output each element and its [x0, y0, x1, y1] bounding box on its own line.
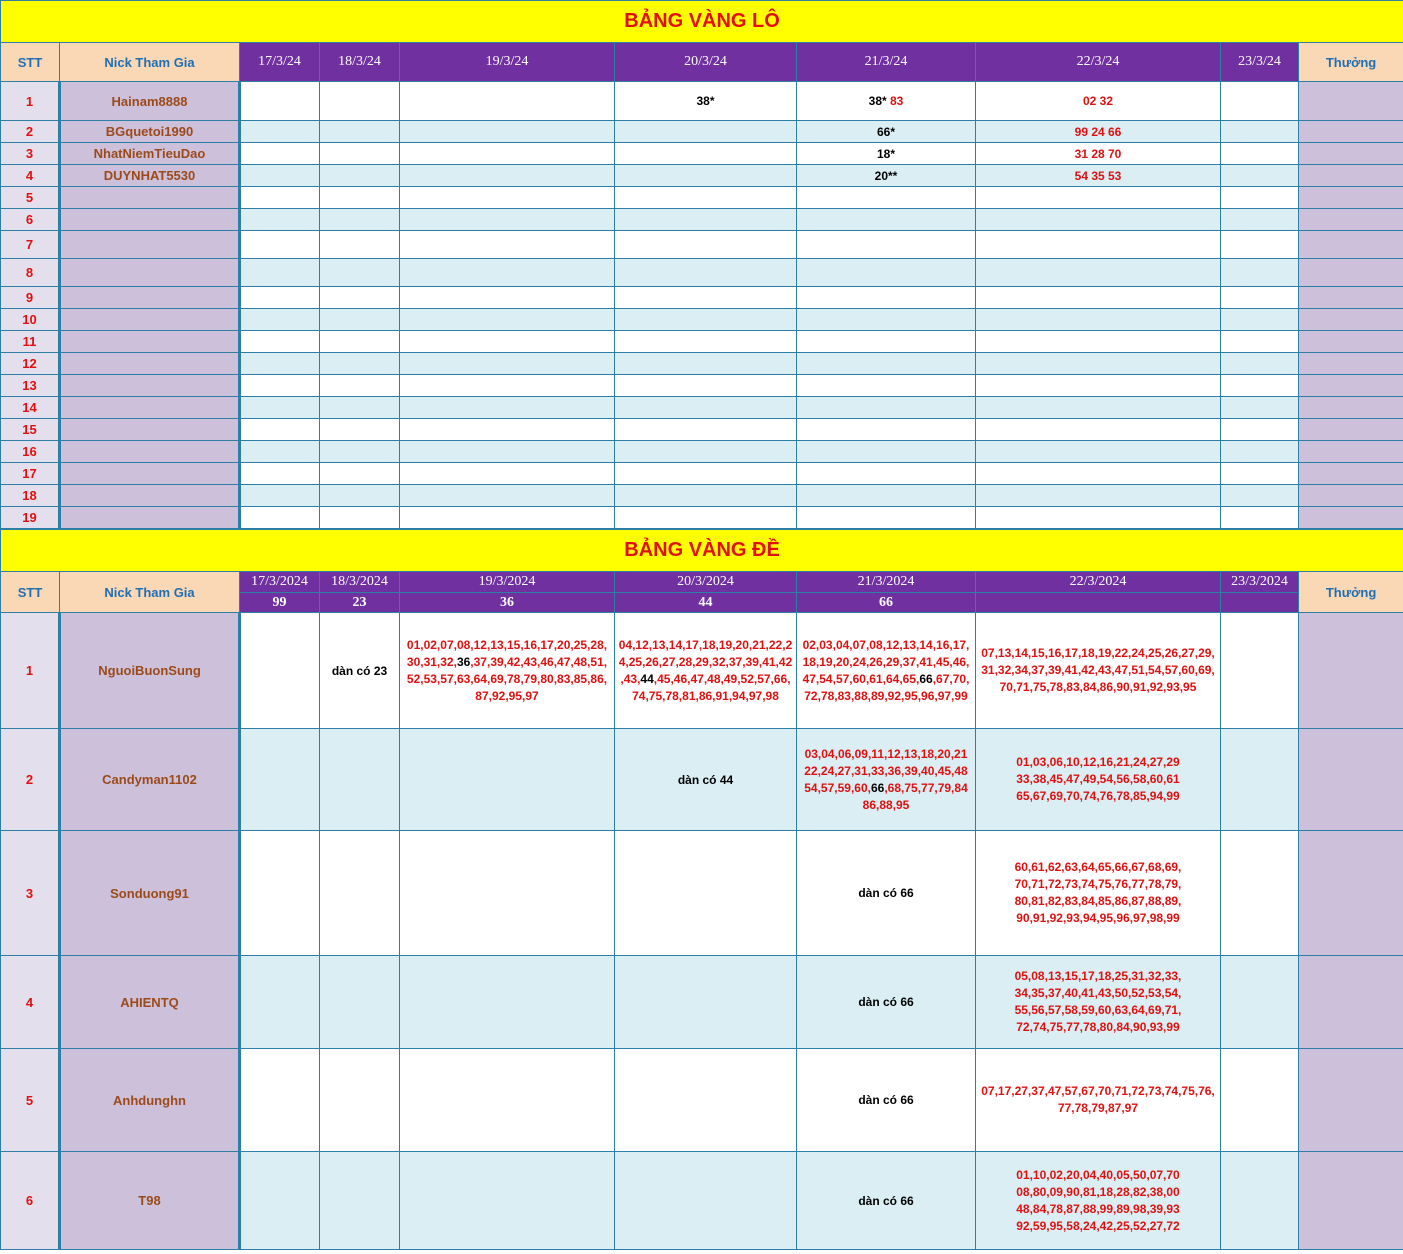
- row-thuong: [1299, 956, 1403, 1049]
- row-stt: 7: [1, 231, 60, 259]
- row-stt: 5: [1, 187, 60, 209]
- row-thuong: [1299, 507, 1403, 529]
- cell: [615, 613, 797, 729]
- cell: [1221, 143, 1299, 165]
- cell-part: 36: [456, 654, 471, 669]
- row-thuong: [1299, 463, 1403, 485]
- cell: [1221, 165, 1299, 187]
- row-nick: [60, 259, 240, 287]
- cell: 01,10,02,20,04,40,05,50,07,70 08,80,09,90,81,18,28,82,38,00 48,84,78,87,88,99,89,98,39,93 92,59,95,58,24,42,25,52,27,72: [976, 1152, 1221, 1250]
- cell-part: ,67,70, 72,78,83,88,89,92,95,96,97,99: [804, 671, 970, 703]
- row-nick: [60, 287, 240, 309]
- row-nick: BGquetoi1990: [60, 121, 240, 143]
- cell: 99 24 66: [976, 121, 1221, 143]
- row-thuong: [1299, 121, 1403, 143]
- row-nick: [60, 309, 240, 331]
- cell: [240, 121, 320, 143]
- cell: [615, 121, 797, 143]
- row-nick: [60, 375, 240, 397]
- row-thuong: [1299, 375, 1403, 397]
- lo-header-nick: Nick Tham Gia: [60, 43, 240, 82]
- cell-part: 02,03,04,07,08,12,13,14,16,17, 18,19,20,24,26,29,37,41,45,46, 47,54,57,60,61,64,65,: [802, 637, 970, 686]
- table-row: [1, 1152, 1403, 1250]
- lo-header-stt: STT: [1, 43, 60, 82]
- cell: [1221, 82, 1299, 121]
- table-row: [1, 259, 1403, 287]
- row-nick: DUYNHAT5530: [60, 165, 240, 187]
- table-row: [1, 375, 1403, 397]
- row-thuong: [1299, 441, 1403, 463]
- cell: [320, 143, 400, 165]
- row-thuong: [1299, 259, 1403, 287]
- lo-rows: [1, 82, 1403, 529]
- cell: [320, 165, 400, 187]
- table-row: [1, 507, 1403, 529]
- row-thuong: [1299, 353, 1403, 375]
- row-stt: 9: [1, 287, 60, 309]
- row-thuong: [1299, 187, 1403, 209]
- de-header-date: 17/3/2024: [240, 572, 320, 593]
- cell: [320, 729, 400, 831]
- table-row: [1, 463, 1403, 485]
- cell-part: ,45,46,47,48,49,52,57,66, 74,75,78,81,86,91,94,97,98: [632, 671, 791, 703]
- row-thuong: [1299, 82, 1403, 121]
- row-stt: 16: [1, 441, 60, 463]
- row-thuong: [1299, 485, 1403, 507]
- row-nick: NhatNiemTieuDao: [60, 143, 240, 165]
- cell: [320, 82, 400, 121]
- lo-header-thuong: Thưởng: [1299, 43, 1403, 82]
- row-thuong: [1299, 1152, 1403, 1250]
- de-result: 99: [240, 593, 320, 613]
- row-nick: [60, 209, 240, 231]
- row-stt: 14: [1, 397, 60, 419]
- row-nick: T98: [60, 1152, 240, 1250]
- row-stt: 8: [1, 259, 60, 287]
- cell: [1221, 729, 1299, 831]
- de-result: 66: [797, 593, 976, 613]
- cell: [615, 143, 797, 165]
- row-thuong: [1299, 1049, 1403, 1152]
- row-nick: [60, 419, 240, 441]
- cell: [320, 121, 400, 143]
- de-header-date: 22/3/2024: [976, 572, 1221, 593]
- cell: [1221, 121, 1299, 143]
- cell-part: 38*: [868, 94, 887, 108]
- cell: 54 35 53: [976, 165, 1221, 187]
- row-stt: 1: [1, 613, 60, 729]
- lo-header-date: 22/3/24: [976, 43, 1221, 82]
- table-row: [1, 165, 1403, 187]
- table-row: [1, 287, 1403, 309]
- cell-part: 66: [919, 671, 933, 686]
- cell: [797, 729, 976, 831]
- row-thuong: [1299, 419, 1403, 441]
- row-thuong: [1299, 143, 1403, 165]
- row-stt: 15: [1, 419, 60, 441]
- lo-title: BẢNG VÀNG LÔ: [1, 1, 1403, 43]
- table-row: [1, 485, 1403, 507]
- cell-part: 83: [886, 94, 904, 108]
- table-row: [1, 82, 1403, 121]
- de-result: 36: [400, 593, 615, 613]
- cell: [240, 729, 320, 831]
- cell: [400, 82, 615, 121]
- row-stt: 3: [1, 143, 60, 165]
- de-header-stt: STT: [1, 572, 60, 613]
- de-header-thuong: Thưởng: [1299, 572, 1403, 613]
- cell: dàn có 66: [797, 956, 976, 1049]
- row-thuong: [1299, 231, 1403, 259]
- cell: [400, 121, 615, 143]
- cell: 38*: [615, 82, 797, 121]
- cell: 05,08,13,15,17,18,25,31,32,33, 34,35,37,40,41,43,50,52,53,54, 55,56,57,58,59,60,63,64,69,71, 72,74,75,77,78,80,84,90,93,99: [976, 956, 1221, 1049]
- table-row: [1, 231, 1403, 259]
- cell: [240, 82, 320, 121]
- cell: 07,13,14,15,16,17,18,19,22,24,25,26,27,29, 31,32,34,37,39,41,42,43,47,51,54,57,60,69, 70,71,75,78,83,84,86,90,91,92,93,95: [976, 613, 1221, 729]
- row-stt: 1: [1, 82, 60, 121]
- row-stt: 18: [1, 485, 60, 507]
- row-thuong: [1299, 831, 1403, 956]
- lo-table: [0, 0, 1403, 529]
- lo-header-date: 18/3/24: [320, 43, 400, 82]
- row-nick: [60, 187, 240, 209]
- row-nick: [60, 463, 240, 485]
- row-stt: 3: [1, 831, 60, 956]
- de-title: BẢNG VÀNG ĐỀ: [1, 530, 1403, 572]
- de-header-nick: Nick Tham Gia: [60, 572, 240, 613]
- table-row: [1, 729, 1403, 831]
- de-result: [1221, 593, 1299, 613]
- cell: 01,03,06,10,12,16,21,24,27,29 33,38,45,47,49,54,56,58,60,61 65,67,69,70,74,76,78,85,94,99: [976, 729, 1221, 831]
- cell: 02 32: [976, 82, 1221, 121]
- cell: [240, 165, 320, 187]
- table-row: [1, 956, 1403, 1049]
- row-stt: 2: [1, 729, 60, 831]
- de-header-date: 20/3/2024: [615, 572, 797, 593]
- cell: 20**: [797, 165, 976, 187]
- table-row: [1, 613, 1403, 729]
- row-stt: 6: [1, 1152, 60, 1250]
- row-nick: Sonduong91: [60, 831, 240, 956]
- de-header-date: 18/3/2024: [320, 572, 400, 593]
- de-table: [0, 529, 1403, 1250]
- cell: 31 28 70: [976, 143, 1221, 165]
- table-row: [1, 309, 1403, 331]
- cell: [797, 82, 976, 121]
- row-nick: NguoiBuonSung: [60, 613, 240, 729]
- row-thuong: [1299, 165, 1403, 187]
- cell: 60,61,62,63,64,65,66,67,68,69, 70,71,72,73,74,75,76,77,78,79, 80,81,82,83,84,85,86,87,88,89, 90,91,92,93,94,95,96,97,98,99: [976, 831, 1221, 956]
- de-result: 23: [320, 593, 400, 613]
- lo-header-date: 17/3/24: [240, 43, 320, 82]
- row-nick: [60, 441, 240, 463]
- row-thuong: [1299, 397, 1403, 419]
- table-row: [1, 209, 1403, 231]
- row-nick: Hainam8888: [60, 82, 240, 121]
- row-nick: [60, 353, 240, 375]
- cell-part: 03,04,06,09,11,12,13,18,20,21 22,24,27,31,33,36,39,40,45,48 54,57,59,60,: [804, 746, 968, 795]
- table-row: [1, 353, 1403, 375]
- row-stt: 5: [1, 1049, 60, 1152]
- row-thuong: [1299, 287, 1403, 309]
- cell: [615, 165, 797, 187]
- de-header-date: 21/3/2024: [797, 572, 976, 593]
- table-row: [1, 121, 1403, 143]
- de-header-date: 19/3/2024: [400, 572, 615, 593]
- cell-part: 01,02,07,08,12,13,15,16,17,20,25,28, 30,31,32,: [406, 637, 608, 669]
- row-nick: Candyman1102: [60, 729, 240, 831]
- table-row: [1, 831, 1403, 956]
- row-stt: 4: [1, 165, 60, 187]
- row-stt: 4: [1, 956, 60, 1049]
- de-rows: [1, 613, 1403, 1250]
- cell-part: ,68,75,77,79,84 86,88,95: [862, 780, 968, 812]
- row-stt: 10: [1, 309, 60, 331]
- cell: dàn có 66: [797, 1152, 976, 1250]
- cell-part: 66: [870, 780, 885, 795]
- de-result: [976, 593, 1221, 613]
- cell-part: 04,12,13,14,17,18,19,20,21,22,2 4,25,26,27,28,29,32,37,39,41,42 ,43,: [618, 637, 793, 686]
- cell: dàn có 66: [797, 831, 976, 956]
- row-nick: [60, 485, 240, 507]
- row-nick: [60, 331, 240, 353]
- row-nick: [60, 397, 240, 419]
- cell: 07,17,27,37,47,57,67,70,71,72,73,74,75,76, 77,78,79,87,97: [976, 1049, 1221, 1152]
- lo-header-date: 19/3/24: [400, 43, 615, 82]
- table-row: [1, 187, 1403, 209]
- row-stt: 19: [1, 507, 60, 529]
- lo-header-date: 21/3/24: [797, 43, 976, 82]
- cell: dàn có 66: [797, 1049, 976, 1152]
- row-stt: 11: [1, 331, 60, 353]
- row-thuong: [1299, 729, 1403, 831]
- row-nick: [60, 231, 240, 259]
- row-stt: 6: [1, 209, 60, 231]
- row-stt: 2: [1, 121, 60, 143]
- de-header-date: 23/3/2024: [1221, 572, 1299, 593]
- lo-header-date: 20/3/24: [615, 43, 797, 82]
- cell-part: 44: [640, 671, 654, 686]
- cell-part: ,37,39,42,43,46,47,48,51, 52,53,57,63,64,69,78,79,80,83,85,86, 87,92,95,97: [406, 654, 608, 703]
- row-nick: Anhdunghn: [60, 1049, 240, 1152]
- cell: 66*: [797, 121, 976, 143]
- row-thuong: [1299, 209, 1403, 231]
- row-stt: 13: [1, 375, 60, 397]
- lo-header-date: 23/3/24: [1221, 43, 1299, 82]
- row-thuong: [1299, 331, 1403, 353]
- row-stt: 17: [1, 463, 60, 485]
- row-nick: [60, 507, 240, 529]
- cell: 18*: [797, 143, 976, 165]
- row-thuong: [1299, 309, 1403, 331]
- row-stt: 12: [1, 353, 60, 375]
- table-row: [1, 441, 1403, 463]
- cell: dàn có 23: [320, 613, 400, 729]
- cell: [240, 613, 320, 729]
- cell: [400, 729, 615, 831]
- cell: [400, 165, 615, 187]
- row-thuong: [1299, 613, 1403, 729]
- cell: [1221, 613, 1299, 729]
- de-result: 44: [615, 593, 797, 613]
- cell: [400, 613, 615, 729]
- table-row: [1, 419, 1403, 441]
- table-row: [1, 143, 1403, 165]
- cell: dàn có 44: [615, 729, 797, 831]
- cell: [400, 143, 615, 165]
- cell: [797, 613, 976, 729]
- row-nick: AHIENTQ: [60, 956, 240, 1049]
- table-row: [1, 1049, 1403, 1152]
- cell: [240, 143, 320, 165]
- table-row: [1, 331, 1403, 353]
- table-row: [1, 397, 1403, 419]
